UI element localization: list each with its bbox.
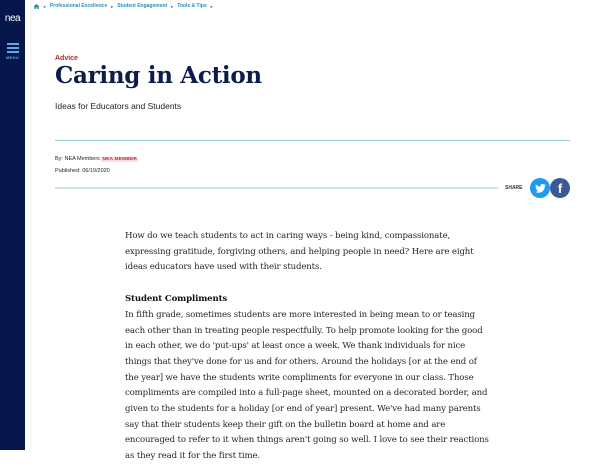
article-body: [125, 229, 490, 465]
share-label: SHARE: [505, 185, 523, 191]
menu-label: MENU: [6, 55, 19, 60]
breadcrumb-tools-tips[interactable]: Tools & Tips: [177, 3, 207, 9]
breadcrumb-professional-excellence[interactable]: Professional Excellence: [49, 3, 108, 9]
breadcrumb-student-engagement[interactable]: Student Engagement: [117, 3, 168, 9]
content-divider: [30, 0, 31, 450]
twitter-share-button[interactable]: [530, 178, 550, 198]
sidebar: [0, 0, 25, 450]
breadcrumb-separator: ►: [110, 3, 115, 9]
facebook-icon: f: [557, 180, 563, 196]
breadcrumb-separator: ►: [43, 3, 47, 9]
author: By: NEA Members: [55, 156, 100, 162]
page-title: Caring in Action: [55, 62, 262, 89]
header-divider: [55, 140, 570, 141]
facebook-share-button[interactable]: [550, 178, 570, 198]
meta-divider: [55, 187, 498, 189]
published-date: Published: 06/19/2020: [55, 168, 110, 174]
nea-logo[interactable]: nea: [4, 13, 21, 24]
page-subtitle: Ideas for Educators and Students: [55, 101, 182, 111]
breadcrumb: [33, 3, 214, 9]
menu-button[interactable]: [0, 43, 25, 60]
section-body: In fifth grade, sometimes students are more interested in being mean to or teasing each other than in treating people respectfully. To help promote looking for the good in each other, we do 'put-ups' at least once a week. We thank individuals for nice things that they've done for us and for others. Around the holidays [or at the end of the year] we have the students write compliments for everyone in our class. Those compliments are compiled into a full-page sheet, mounted on a decorated border, and given to the students for a holiday [or end of year] present. We've had many parents say that their students keep their gift on the bulletin board at home and are encouraged to refer to it when things aren't going so well. I love to see their reactions as they read it for the first time.: [125, 309, 489, 462]
breadcrumb-separator: ►: [209, 3, 214, 9]
twitter-icon: [535, 184, 546, 193]
article-intro: How do we teach students to act in caring ways - being kind, compassionate, expressing gratitude, forgiving others, and helping people in need? Here are eight ideas educators have used with their students.: [125, 231, 474, 273]
section-heading: Student Compliments: [125, 294, 228, 305]
member-badge: NEA MEMBER: [102, 157, 138, 162]
home-icon[interactable]: [33, 4, 40, 9]
hamburger-icon: [7, 43, 19, 53]
category-label[interactable]: Advice: [55, 55, 78, 62]
breadcrumb-separator: ►: [170, 3, 175, 9]
byline: [55, 156, 138, 162]
